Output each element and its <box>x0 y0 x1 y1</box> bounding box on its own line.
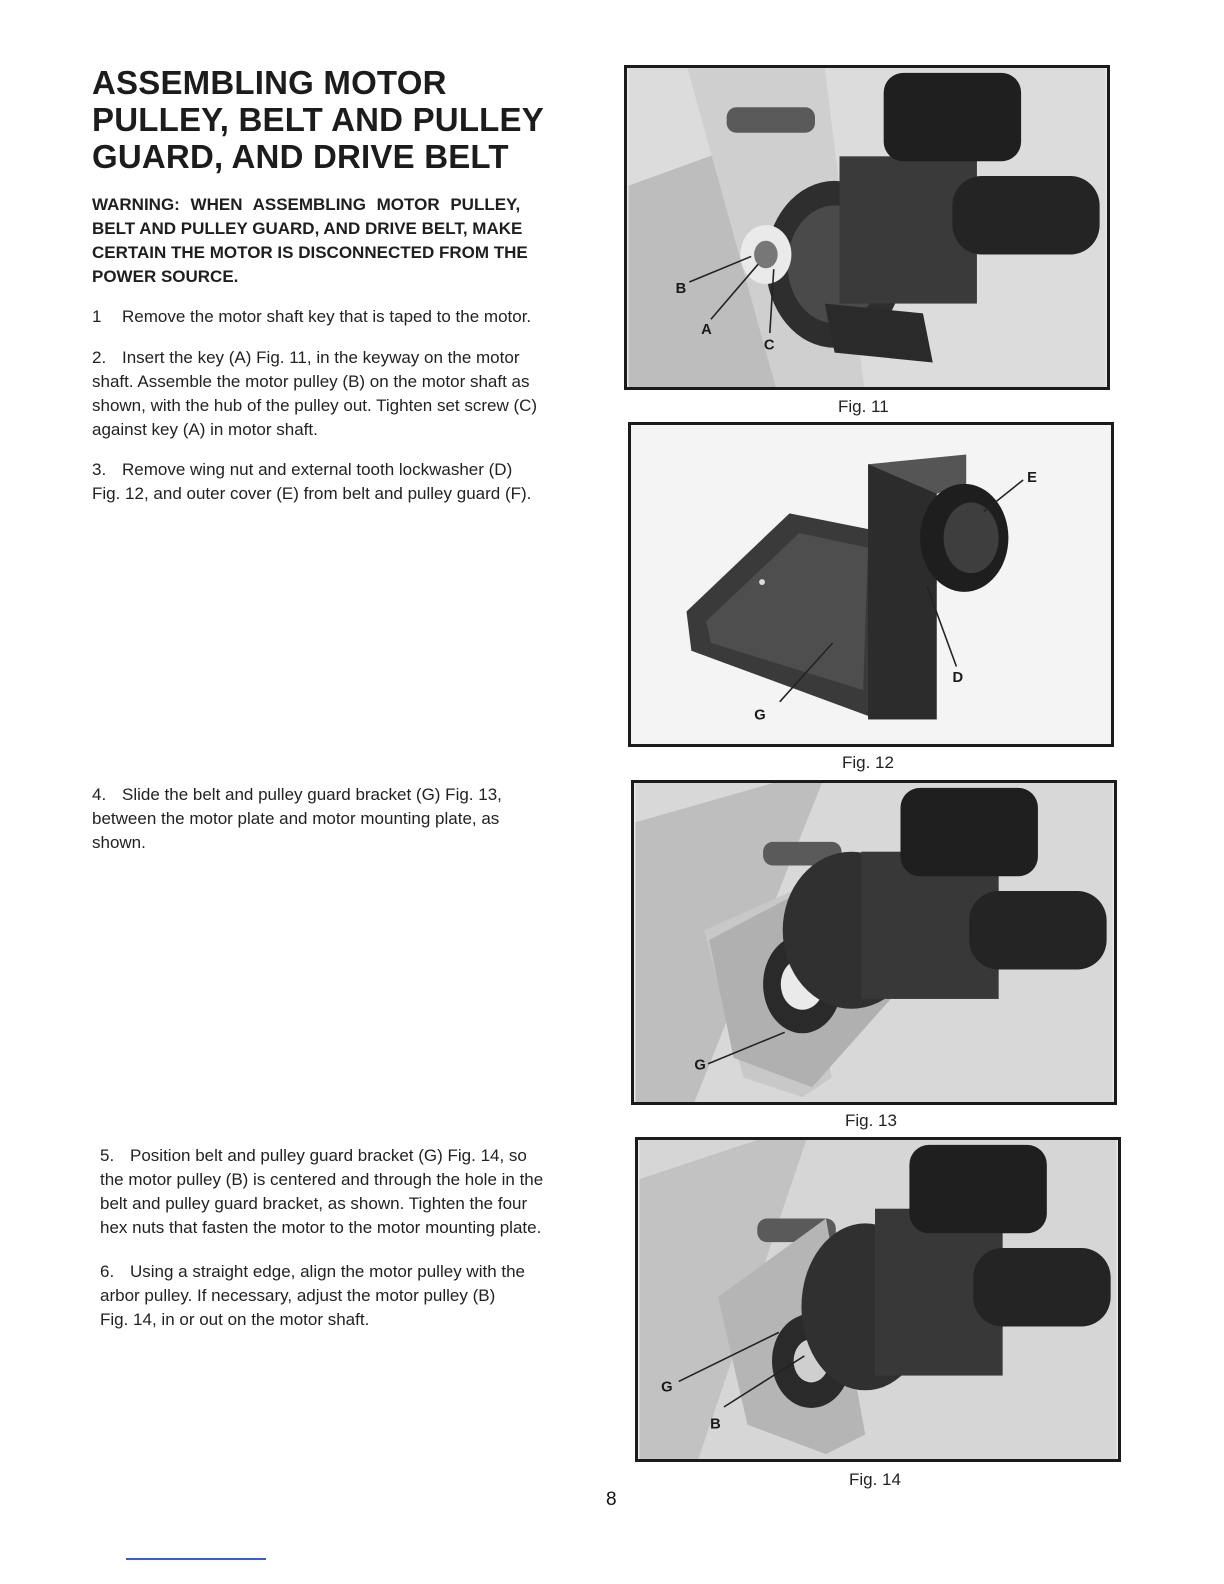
step-text: against key (A) in motor shaft. <box>92 420 318 439</box>
callout-label: B <box>710 1416 721 1433</box>
step-number: 4. <box>92 785 107 804</box>
callout-label: B <box>675 280 687 297</box>
callout-label: G <box>661 1379 673 1396</box>
step-text: Slide the belt and pulley guard bracket (G) Fig. 13, <box>122 785 502 804</box>
step-text: Fig. 12, and outer cover (E) from belt and pulley guard (F). <box>92 484 532 503</box>
figure-11-photo <box>624 65 1110 390</box>
figure-12-photo <box>628 422 1114 747</box>
step-text: Remove the motor shaft key that is taped to the motor. <box>122 307 532 326</box>
figure-14-photo <box>635 1137 1121 1462</box>
step-number: 5. <box>100 1146 115 1165</box>
figure-14-caption: Fig. 14 <box>849 1470 901 1489</box>
figure-12-caption: Fig. 12 <box>842 753 894 772</box>
step-text: Insert the key (A) Fig. 11, in the keyway on the motor <box>122 348 520 367</box>
figure-13-caption: Fig. 13 <box>845 1111 897 1130</box>
figure-12-illustration <box>631 425 1111 744</box>
page-title <box>92 64 592 175</box>
step-text: Remove wing nut and external tooth lockwasher (D) <box>122 460 513 479</box>
callout-label: A <box>701 321 712 338</box>
footer-divider <box>126 1558 266 1560</box>
title-line: ASSEMBLING MOTOR <box>92 64 447 101</box>
step-number: 3. <box>92 460 107 479</box>
step-2 <box>92 346 584 442</box>
callout-label: G <box>754 707 766 724</box>
step-text: belt and pulley guard bracket, as shown. Tighten the four <box>100 1194 528 1213</box>
warning-line: BELT AND PULLEY GUARD, AND DRIVE BELT, MAKE <box>92 219 523 238</box>
step-1 <box>92 305 584 329</box>
figure-14-illustration <box>638 1140 1118 1459</box>
step-5 <box>100 1144 592 1240</box>
step-text: Fig. 14, in or out on the motor shaft. <box>100 1310 370 1329</box>
step-3 <box>92 458 584 506</box>
step-text: the motor pulley (B) is centered and through the hole in the <box>100 1170 544 1189</box>
step-text: Using a straight edge, align the motor pulley with the <box>130 1262 526 1281</box>
warning-line: POWER SOURCE. <box>92 267 239 286</box>
step-text: shown. <box>92 833 146 852</box>
figure-13-photo <box>631 780 1117 1105</box>
step-text: shaft. Assemble the motor pulley (B) on the motor shaft as <box>92 372 530 391</box>
step-number: 6. <box>100 1262 115 1281</box>
step-number: 2. <box>92 348 107 367</box>
warning-text <box>92 193 580 289</box>
step-text: Position belt and pulley guard bracket (G) Fig. 14, so <box>130 1146 527 1165</box>
step-text: between the motor plate and motor mounting plate, as <box>92 809 500 828</box>
warning-line: CERTAIN THE MOTOR IS DISCONNECTED FROM THE <box>92 243 528 262</box>
step-number: 1 <box>92 307 102 326</box>
figure-11-caption: Fig. 11 <box>838 397 889 416</box>
callout-label: D <box>952 670 964 687</box>
callout-label: C <box>763 337 775 354</box>
step-text: arbor pulley. If necessary, adjust the motor pulley (B) <box>100 1286 496 1305</box>
step-4 <box>92 783 584 855</box>
step-text: shown, with the hub of the pulley out. Tighten set screw (C) <box>92 396 538 415</box>
title-line: PULLEY, BELT AND PULLEY <box>92 101 544 138</box>
step-6 <box>100 1260 592 1332</box>
warning-line: WARNING: WHEN ASSEMBLING MOTOR PULLEY, <box>92 195 521 214</box>
page-number: 8 <box>606 1489 617 1510</box>
callout-label: G <box>694 1057 706 1074</box>
title-line: GUARD, AND DRIVE BELT <box>92 138 509 175</box>
figure-11-illustration <box>627 68 1107 387</box>
figure-13-illustration <box>634 783 1114 1102</box>
step-text: hex nuts that fasten the motor to the motor mounting plate. <box>100 1218 542 1237</box>
callout-label: E <box>1027 469 1037 486</box>
